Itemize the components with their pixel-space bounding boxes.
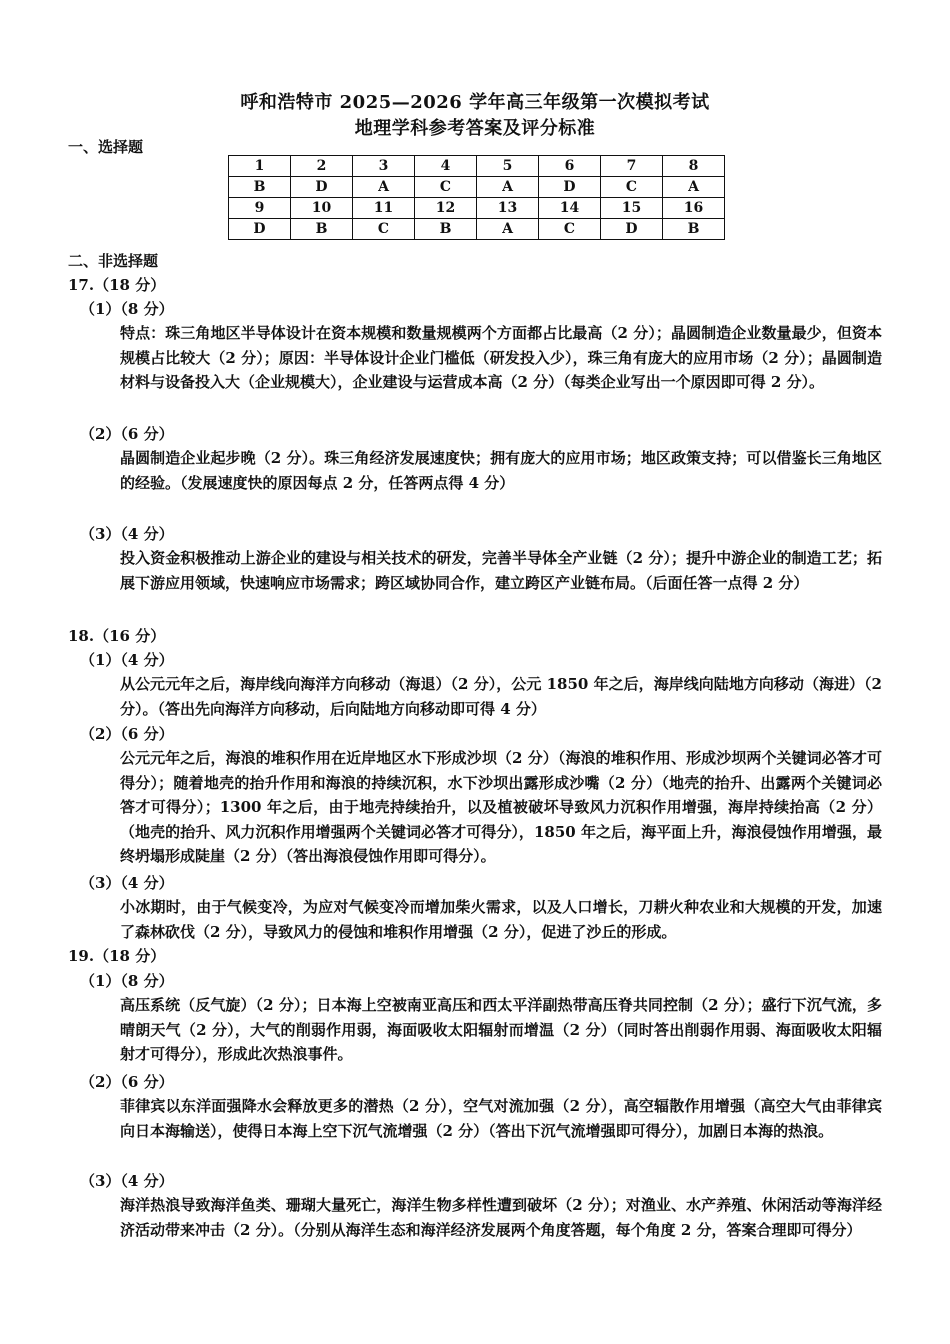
answer-table-answer-row	[229, 177, 725, 198]
question-number-cell: 1	[229, 156, 291, 177]
question-19-label: 19.（18 分）	[68, 947, 166, 965]
q18-part3-label: （3）（4 分）	[80, 874, 174, 892]
answer-cell: C	[415, 177, 477, 198]
q17-part3-label: （3）（4 分）	[80, 525, 174, 543]
answer-cell: B	[291, 219, 353, 240]
page-subtitle: 地理学科参考答案及评分标准	[354, 118, 596, 139]
question-17-label: 17.（18 分）	[68, 276, 166, 294]
q17-part3-answer: 投入资金积极推动上游企业的建设与相关技术的研发，完善半导体全产业链（2 分）；提升中游企业的制造工艺；拓展下游应用领域，快速响应市场需求；跨区域协同合作，建立跨区产业链布局。（后面任答一点得 2 分）	[120, 549, 882, 592]
question-number-cell: 8	[663, 156, 725, 177]
question-number-cell: 9	[229, 198, 291, 219]
q19-part2-label: （2）（6 分）	[80, 1073, 174, 1091]
answer-cell: A	[477, 177, 539, 198]
answer-table-number-row	[229, 156, 725, 177]
page-title: 呼和浩特市 2025—2026 学年高三年级第一次模拟考试	[240, 92, 710, 113]
q18-part2-answer: 公元元年之后，海浪的堆积作用在近岸地区水下形成沙坝（2 分）（海浪的堆积作用、形成沙坝两个关键词必答才可得分）；随着地壳的抬升作用和海浪的持续沉积，水下沙坝出露形成沙嘴（2 分）（地壳的抬升、出露两个关键词必答才可得分）；1300 年之后，由于地壳持续抬升，以及植被破坏导致风力沉积作用增强，海岸持续抬高（2 分）（地壳的抬升、风力沉积作用增强两个关键词必答才可得分），1850 年之后，海平面上升，海浪侵蚀作用增强，最终坍塌形成陡崖（2 分）（答出海浪侵蚀作用即可得分）。	[120, 749, 882, 865]
q17-part2-answer: 晶圆制造企业起步晚（2 分）。珠三角经济发展速度快；拥有庞大的应用市场；地区政策支持；可以借鉴长三角地区的经验。（发展速度快的原因每点 2 分，任答两点得 4 分）	[120, 449, 882, 492]
answer-cell: B	[663, 219, 725, 240]
q19-part1-answer: 高压系统（反气旋）（2 分）；日本海上空被南亚高压和西太平洋副热带高压脊共同控制（2 分）；盛行下沉气流，多晴朗天气（2 分），大气的削弱作用弱，海面吸收太阳辐射而增温（2 分）（同时答出削弱作用弱、海面吸收太阳辐射才可得分），形成此次热浪事件。	[120, 996, 882, 1063]
answer-table-answer-row	[229, 219, 725, 240]
question-number-cell: 12	[415, 198, 477, 219]
answer-cell: D	[229, 219, 291, 240]
answer-cell: C	[601, 177, 663, 198]
q18-part3-answer: 小冰期时，由于气候变冷，为应对气候变冷而增加柴火需求，以及人口增长，刀耕火种农业和大规模的开发，加速了森林砍伐（2 分），导致风力的侵蚀和堆积作用增强（2 分），促进了沙丘的形成。	[120, 898, 882, 941]
question-number-cell: 5	[477, 156, 539, 177]
section-heading-multiple-choice: 一、选择题	[68, 138, 144, 156]
answer-cell: D	[539, 177, 601, 198]
question-number-cell: 16	[663, 198, 725, 219]
answer-cell: A	[353, 177, 415, 198]
question-number-cell: 3	[353, 156, 415, 177]
question-number-cell: 15	[601, 198, 663, 219]
answer-cell: D	[601, 219, 663, 240]
q19-part1-label: （1）（8 分）	[80, 972, 174, 990]
answer-cell: B	[229, 177, 291, 198]
question-number-cell: 7	[601, 156, 663, 177]
answer-table-number-row	[229, 198, 725, 219]
q17-part1-answer: 特点：珠三角地区半导体设计在资本规模和数量规模两个方面都占比最高（2 分）；晶圆制造企业数量最少，但资本规模占比较大（2 分）；原因：半导体设计企业门槛低（研发投入少），珠三角有庞大的应用市场（2 分）；晶圆制造材料与设备投入大（企业规模大），企业建设与运营成本高（2 分）（每类企业写出一个原因即可得 2 分）。	[120, 324, 882, 391]
section-heading-open-questions: 二、非选择题	[68, 252, 159, 270]
answer-cell: A	[663, 177, 725, 198]
question-number-cell: 11	[353, 198, 415, 219]
answer-cell: D	[291, 177, 353, 198]
answer-table	[228, 155, 725, 240]
question-number-cell: 14	[539, 198, 601, 219]
answer-cell: C	[353, 219, 415, 240]
q19-part3-label: （3）（4 分）	[80, 1172, 174, 1190]
answer-cell: C	[539, 219, 601, 240]
q17-part2-label: （2）（6 分）	[80, 425, 174, 443]
q18-part2-label: （2）（6 分）	[80, 725, 174, 743]
q18-part1-answer: 从公元元年之后，海岸线向海洋方向移动（海退）（2 分），公元 1850 年之后，海岸线向陆地方向移动（海进）（2 分）。（答出先向海洋方向移动，后向陆地方向移动即可得 4 分）	[120, 675, 882, 718]
q17-part1-label: （1）（8 分）	[80, 300, 174, 318]
answer-cell: B	[415, 219, 477, 240]
q19-part2-answer: 菲律宾以东洋面强降水会释放更多的潜热（2 分），空气对流加强（2 分），高空辐散作用增强（高空大气由菲律宾向日本海输送），使得日本海上空下沉气流增强（2 分）（答出下沉气流增强即可得分），加剧日本海的热浪。	[120, 1097, 882, 1140]
answer-cell: A	[477, 219, 539, 240]
q18-part1-label: （1）（4 分）	[80, 651, 174, 669]
question-number-cell: 13	[477, 198, 539, 219]
question-18-label: 18.（16 分）	[68, 627, 166, 645]
question-number-cell: 10	[291, 198, 353, 219]
question-number-cell: 4	[415, 156, 477, 177]
question-number-cell: 6	[539, 156, 601, 177]
q19-part3-answer: 海洋热浪导致海洋鱼类、珊瑚大量死亡，海洋生物多样性遭到破坏（2 分）；对渔业、水产养殖、休闲活动等海洋经济活动带来冲击（2 分）。（分别从海洋生态和海洋经济发展两个角度答题，每个角度 2 分，答案合理即可得分）	[120, 1196, 882, 1239]
question-number-cell: 2	[291, 156, 353, 177]
